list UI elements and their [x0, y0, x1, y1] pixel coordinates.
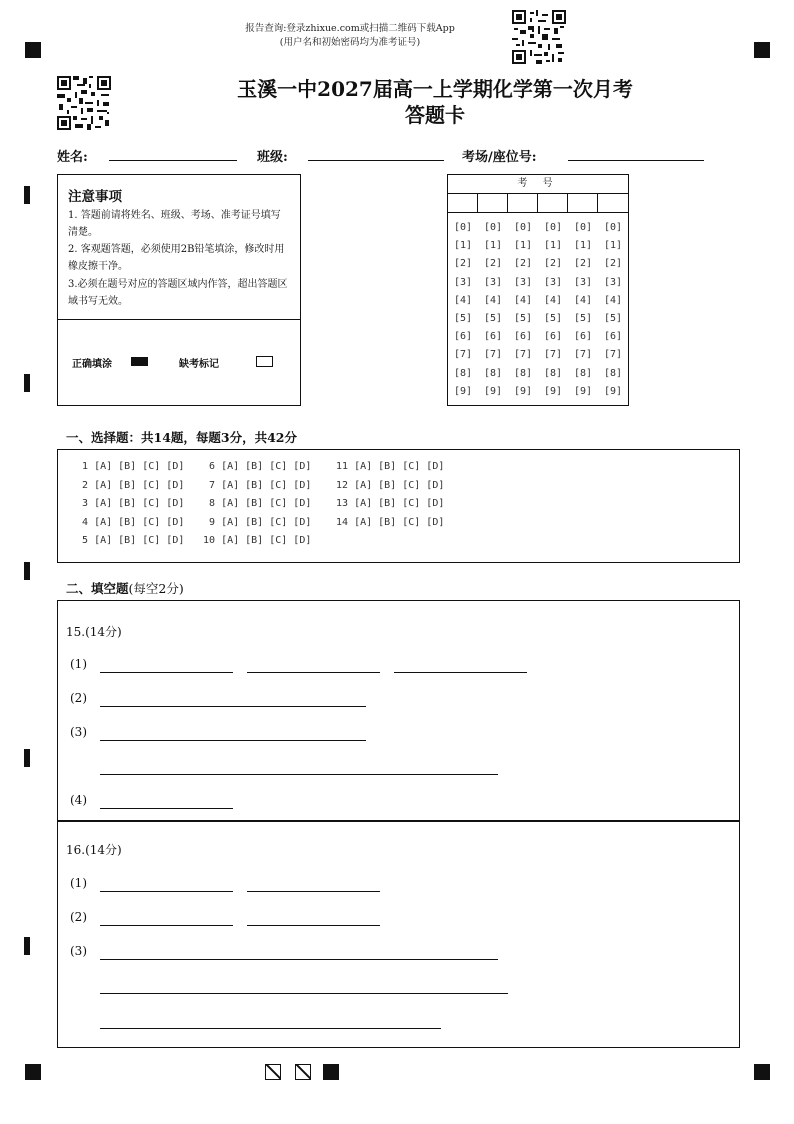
mc-question-number: 6	[203, 461, 222, 472]
mc-option-bubbles[interactable]: [A] [B] [C] [D]	[94, 498, 185, 509]
digit-bubble[interactable]: [9]	[543, 385, 563, 397]
exam-number-digit-column	[478, 219, 508, 401]
exam-number-digit-input[interactable]	[508, 194, 538, 213]
timing-mark	[24, 749, 30, 767]
mc-option-bubbles[interactable]: [A] [B] [C] [D]	[354, 516, 445, 528]
mc-question-number: 13	[336, 498, 355, 509]
mc-option-bubbles[interactable]: [A] [B] [C] [D]	[94, 516, 185, 528]
registration-mark-top-left	[25, 42, 41, 58]
digit-bubble[interactable]: [4]	[453, 294, 473, 306]
digit-bubble[interactable]: [6]	[483, 331, 503, 343]
digit-bubble[interactable]: [6]	[573, 331, 593, 343]
digit-bubble[interactable]: [5]	[603, 313, 623, 325]
digit-bubble[interactable]: [6]	[513, 331, 533, 343]
digit-bubble[interactable]: [9]	[603, 385, 623, 397]
mc-option-bubbles[interactable]: [A] [B] [C] [D]	[354, 498, 445, 509]
mc-question-12[interactable]	[336, 480, 444, 491]
student-qr-code-icon	[57, 76, 111, 130]
report-query-note	[210, 22, 490, 50]
page-check-mark	[295, 1064, 311, 1080]
question-15-title: 15.(14分)	[66, 625, 122, 639]
notice-item: 1. 答题前请将姓名、班级、考场、准考证号填写清楚。	[68, 210, 281, 238]
q15-3-answer-2[interactable]	[100, 774, 498, 775]
digit-bubble[interactable]: [7]	[603, 349, 623, 361]
mc-question-14[interactable]	[336, 517, 444, 528]
mc-question-11[interactable]	[336, 461, 444, 472]
digit-bubble[interactable]: [1]	[453, 240, 473, 252]
timing-mark	[24, 562, 30, 580]
exam-number-digit-column	[448, 219, 478, 401]
digit-bubble[interactable]: [2]	[603, 258, 623, 270]
mc-question-number: 9	[203, 516, 222, 528]
q15-1-answer-1[interactable]	[100, 672, 233, 673]
timing-mark	[24, 374, 30, 392]
correct-fill-label: 正确填涂	[72, 359, 112, 370]
digit-bubble[interactable]: [5]	[483, 313, 503, 325]
app-qr-code-icon	[512, 10, 566, 64]
q15-1-answer-2[interactable]	[247, 672, 380, 673]
digit-bubble[interactable]: [7]	[543, 349, 563, 361]
digit-bubble[interactable]: [7]	[453, 349, 473, 361]
mc-option-bubbles[interactable]: [A] [B] [C] [D]	[94, 479, 185, 491]
q16-3-answer-1[interactable]	[100, 959, 498, 960]
mc-question-number: 14	[336, 516, 355, 528]
notice-divider	[58, 319, 300, 320]
q15-1-answer-3[interactable]	[394, 672, 527, 673]
digit-bubble[interactable]: [3]	[573, 276, 593, 288]
mc-question-number: 12	[336, 479, 355, 491]
digit-bubble[interactable]: [8]	[543, 367, 563, 379]
seat-field[interactable]	[568, 160, 704, 161]
digit-bubble[interactable]: [0]	[543, 222, 563, 233]
mc-option-bubbles[interactable]: [A] [B] [C] [D]	[354, 479, 445, 491]
mc-question-10[interactable]	[203, 535, 311, 546]
digit-bubble[interactable]: [4]	[483, 294, 503, 306]
q16-2-answer-2[interactable]	[247, 925, 380, 926]
section1-heading: 一、选择题：共14题，每题3分，共42分	[66, 430, 297, 445]
q16-sub-label: (3)	[70, 944, 87, 958]
registration-mark-bottom-left	[25, 1064, 41, 1080]
mc-question-3[interactable]	[76, 498, 184, 509]
notice-heading: 注意事项	[68, 189, 122, 205]
digit-bubble[interactable]: [8]	[513, 367, 533, 379]
mc-option-bubbles[interactable]: [A] [B] [C] [D]	[94, 461, 185, 472]
mc-question-6[interactable]	[203, 461, 311, 472]
digit-bubble[interactable]: [1]	[483, 240, 503, 252]
mc-question-number: 3	[76, 498, 95, 509]
digit-bubble[interactable]: [1]	[603, 240, 623, 252]
digit-bubble[interactable]: [4]	[603, 294, 623, 306]
mc-question-number: 5	[76, 535, 95, 546]
exam-title-block	[200, 76, 670, 128]
digit-bubble[interactable]: [9]	[453, 385, 473, 397]
correct-fill-sample	[131, 357, 148, 366]
digit-bubble[interactable]: [2]	[453, 258, 473, 270]
q16-sub-label: (1)	[70, 876, 87, 890]
digit-bubble[interactable]: [0]	[603, 222, 623, 233]
mc-option-bubbles[interactable]: [A] [B] [C] [D]	[354, 461, 445, 472]
mc-option-bubbles[interactable]: [A] [B] [C] [D]	[221, 535, 312, 546]
digit-bubble[interactable]: [1]	[543, 240, 563, 252]
mc-question-4[interactable]	[76, 517, 184, 528]
notice-item: 3.必须在题号对应的答题区域内作答，超出答题区域书写无效。	[68, 279, 288, 307]
exam-number-grid	[447, 174, 629, 406]
name-field[interactable]	[109, 160, 237, 161]
timing-mark	[24, 186, 30, 204]
digit-bubble[interactable]: [2]	[573, 258, 593, 270]
q15-sub-label: (1)	[70, 657, 87, 671]
digit-bubble[interactable]: [3]	[453, 276, 473, 288]
q15-4-answer[interactable]	[100, 808, 233, 809]
digit-bubble[interactable]: [8]	[453, 367, 473, 379]
exam-number-heading: 考 号	[448, 175, 628, 194]
question-16-box	[57, 820, 740, 1048]
digit-bubble[interactable]: [9]	[483, 385, 503, 397]
exam-number-digit-input[interactable]	[478, 194, 508, 213]
section2-title: 二、填空题	[66, 581, 129, 596]
mc-question-5[interactable]	[76, 535, 184, 546]
absent-mark-box[interactable]	[256, 356, 273, 367]
mc-option-bubbles[interactable]: [A] [B] [C] [D]	[221, 461, 312, 472]
digit-bubble[interactable]: [2]	[543, 258, 563, 270]
mc-question-7[interactable]	[203, 480, 311, 491]
digit-bubble[interactable]: [5]	[513, 313, 533, 325]
mc-option-bubbles[interactable]: [A] [B] [C] [D]	[94, 535, 185, 546]
digit-bubble[interactable]: [8]	[573, 367, 593, 379]
digit-bubble[interactable]: [5]	[573, 313, 593, 325]
page-check-mark	[265, 1064, 281, 1080]
digit-bubble[interactable]: [8]	[483, 367, 503, 379]
mc-question-13[interactable]	[336, 498, 444, 509]
page-check-mark	[323, 1064, 339, 1080]
q15-sub-label: (2)	[70, 691, 87, 705]
mc-question-number: 4	[76, 516, 95, 528]
q16-sub-label: (2)	[70, 910, 87, 924]
report-query-line: 报告查询:登录zhixue.com或扫描二维码下载App	[245, 23, 455, 34]
q15-2-answer[interactable]	[100, 706, 366, 707]
q16-1-answer-2[interactable]	[247, 891, 380, 892]
login-hint-line: (用户名和初始密码均为准考证号)	[279, 37, 421, 48]
mc-question-8[interactable]	[203, 498, 311, 509]
exam-number-digit-column	[508, 219, 538, 401]
digit-bubble[interactable]: [7]	[573, 349, 593, 361]
digit-bubble[interactable]: [3]	[543, 276, 563, 288]
q15-sub-label: (4)	[70, 793, 87, 807]
digit-bubble[interactable]: [0]	[453, 222, 473, 233]
digit-bubble[interactable]: [5]	[453, 313, 473, 325]
question-16-title: 16.(14分)	[66, 843, 122, 857]
exam-number-digit-input[interactable]	[538, 194, 568, 213]
q16-1-answer-1[interactable]	[100, 891, 233, 892]
digit-bubble[interactable]: [5]	[543, 313, 563, 325]
exam-title: 玉溪一中2027届高一上学期化学第一次月考	[237, 77, 633, 101]
digit-bubble[interactable]: [6]	[453, 331, 473, 343]
mc-question-9[interactable]	[203, 517, 311, 528]
digit-bubble[interactable]: [4]	[543, 294, 563, 306]
mc-option-bubbles[interactable]: [A] [B] [C] [D]	[221, 498, 312, 509]
exam-number-digit-column	[598, 219, 628, 401]
exam-number-digit-input[interactable]	[568, 194, 598, 213]
digit-bubble[interactable]: [0]	[573, 222, 593, 233]
answer-sheet-title: 答题卡	[405, 103, 465, 127]
registration-mark-top-right	[754, 42, 770, 58]
digit-bubble[interactable]: [1]	[513, 240, 533, 252]
class-label: 班级:	[257, 150, 288, 165]
exam-number-digit-column	[568, 219, 598, 401]
mc-option-bubbles[interactable]: [A] [B] [C] [D]	[221, 479, 312, 491]
digit-bubble[interactable]: [0]	[483, 222, 503, 233]
digit-bubble[interactable]: [9]	[513, 385, 533, 397]
exam-number-digit-input[interactable]	[448, 194, 478, 213]
digit-bubble[interactable]: [7]	[483, 349, 503, 361]
class-field[interactable]	[308, 160, 444, 161]
digit-bubble[interactable]: [2]	[483, 258, 503, 270]
mc-question-2[interactable]	[76, 480, 184, 491]
digit-bubble[interactable]: [4]	[513, 294, 533, 306]
notice-box	[57, 174, 301, 406]
mc-question-number: 10	[203, 535, 222, 546]
mc-question-number: 2	[76, 479, 95, 491]
registration-mark-bottom-right	[754, 1064, 770, 1080]
seat-label: 考场/座位号:	[462, 150, 537, 165]
exam-number-digit-column	[538, 219, 568, 401]
q16-3-answer-2[interactable]	[100, 993, 508, 994]
digit-bubble[interactable]: [0]	[513, 222, 533, 233]
mc-option-bubbles[interactable]: [A] [B] [C] [D]	[221, 516, 312, 528]
question-15-box	[57, 600, 740, 822]
section2-heading	[66, 579, 184, 597]
multiple-choice-box	[57, 449, 740, 563]
digit-bubble[interactable]: [9]	[573, 385, 593, 397]
mc-question-number: 1	[76, 461, 95, 472]
mc-question-1[interactable]	[76, 461, 184, 472]
absent-mark-label: 缺考标记	[179, 359, 219, 370]
digit-bubble[interactable]: [3]	[483, 276, 503, 288]
q15-3-answer-1[interactable]	[100, 740, 366, 741]
digit-bubble[interactable]: [8]	[603, 367, 623, 379]
name-label: 姓名:	[57, 150, 88, 165]
digit-bubble[interactable]: [3]	[513, 276, 533, 288]
q16-2-answer-1[interactable]	[100, 925, 233, 926]
exam-number-digit-input[interactable]	[598, 194, 628, 213]
digit-bubble[interactable]: [3]	[603, 276, 623, 288]
q16-3-answer-3[interactable]	[100, 1028, 441, 1029]
mc-question-number: 8	[203, 498, 222, 509]
digit-bubble[interactable]: [4]	[573, 294, 593, 306]
section2-note: (每空2分)	[128, 581, 184, 596]
digit-bubble[interactable]: [6]	[603, 331, 623, 343]
digit-bubble[interactable]: [7]	[513, 349, 533, 361]
q15-sub-label: (3)	[70, 725, 87, 739]
mc-question-number: 7	[203, 479, 222, 491]
timing-mark	[24, 937, 30, 955]
digit-bubble[interactable]: [2]	[513, 258, 533, 270]
notice-item: 2. 客观题答题，必须使用2B铅笔填涂，修改时用橡皮擦干净。	[68, 244, 285, 272]
digit-bubble[interactable]: [1]	[573, 240, 593, 252]
digit-bubble[interactable]: [6]	[543, 331, 563, 343]
mc-question-number: 11	[336, 461, 355, 472]
